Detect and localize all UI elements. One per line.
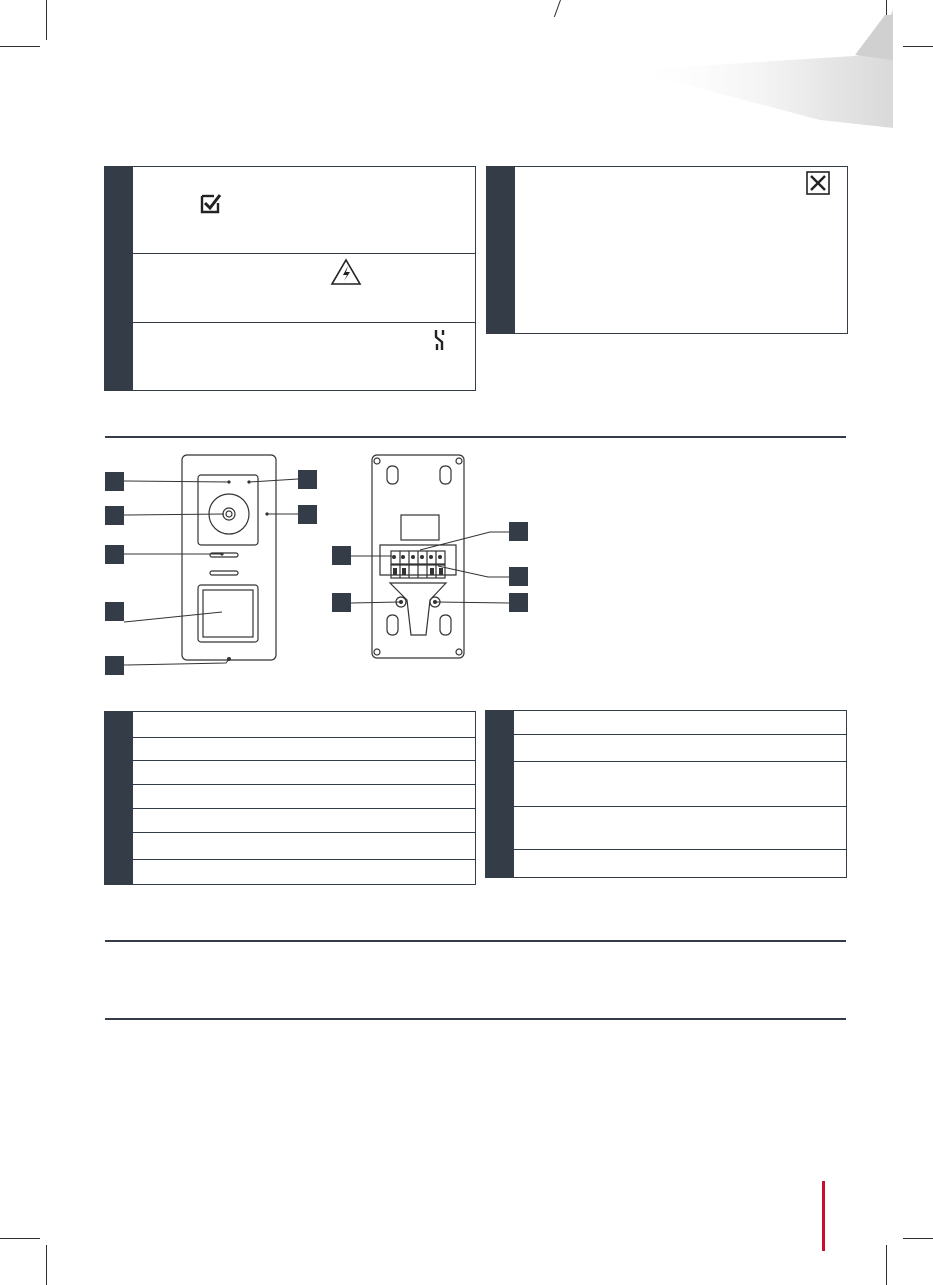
crop-mark bbox=[0, 1238, 40, 1239]
table-row-divider bbox=[133, 760, 475, 761]
crop-mark bbox=[46, 1245, 47, 1285]
table-row-divider bbox=[514, 761, 846, 762]
table-sidebar bbox=[486, 711, 514, 877]
front-parts-table bbox=[104, 711, 476, 885]
table-row-divider bbox=[133, 832, 475, 833]
table-row-divider bbox=[514, 806, 846, 807]
table-row-divider bbox=[514, 849, 846, 850]
back-parts-table bbox=[485, 710, 847, 878]
table-sidebar bbox=[105, 712, 133, 884]
table-row-divider bbox=[133, 808, 475, 809]
table-row-divider bbox=[514, 734, 846, 735]
table-row-divider bbox=[133, 737, 475, 738]
section-divider bbox=[105, 940, 846, 942]
section-divider bbox=[105, 1018, 846, 1020]
table-row-divider bbox=[133, 859, 475, 860]
crop-mark bbox=[903, 1238, 933, 1239]
table-row-divider bbox=[133, 784, 475, 785]
crop-mark bbox=[886, 1245, 887, 1285]
page-accent-bar bbox=[822, 1181, 825, 1251]
